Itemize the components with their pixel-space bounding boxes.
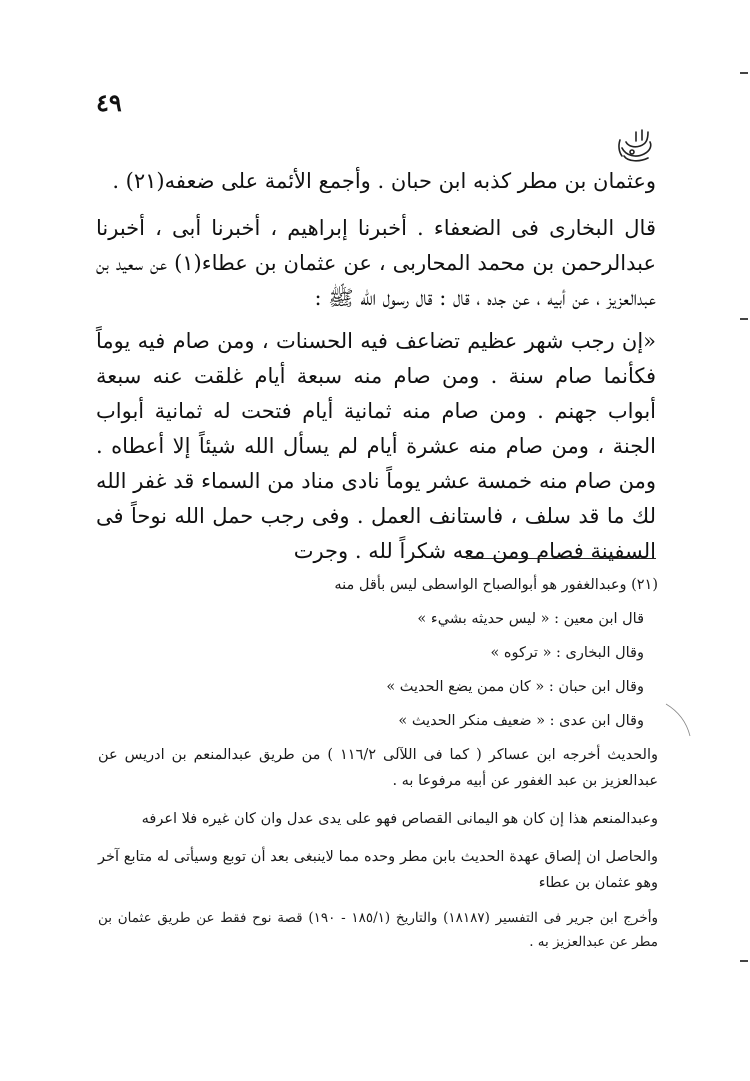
salawat-seal-icon [614, 126, 658, 166]
page-edge-mark [740, 72, 748, 74]
footnote-divider [466, 558, 656, 559]
footnote-line: (٢١) وعبدالغفور هو أبوالصباح الواسطى ليس بأقل منه [334, 577, 658, 593]
main-text [96, 164, 656, 569]
paragraph-hadith: «إن رجب شهر عظيم تضاعف فيه الحسنات ، ومن صام فيه يوماً فكأنما صام سنة . ومن صام منه سبعة أيام غلقت عنه سبعة أبواب جهنم . ومن صام منه ثمانية أيام فتحت له ثمانية أبواب الجنة ، ومن صام منه عشرة أيام لم يسأل الله شيئاً إلا أعطاه . ومن صام منه خمسة عشر يوماً نادى مناد من السماء قد غفر الله لك ما قد سلف ، فاستانف العمل . وفى رجب حمل الله نوحاً فى السفينة فصام ومن معه شكراً لله . وجرت [96, 329, 657, 563]
footnote-paragraph: وأخرج ابن جرير فى التفسير (١٨١٨٧) والتاريخ (١٨٥/١ - ١٩٠) قصة نوح فقط عن طريق عثمان بن مطر عن عبدالعزيز به . [98, 910, 658, 950]
page-edge-mark [740, 960, 748, 962]
footnote-paragraph: والحديث أخرجه ابن عساكر ( كما فى اللآلى ١١٦/٢ ) من طريق عبدالمنعم بن ادريس عن عبدالعزيز بن عبد الغفور عن أبيه مرفوعا به . [98, 747, 659, 789]
footnotes [98, 568, 658, 954]
footnote-line: وقال ابن حبان : « كان ممن يضع الحديث » [386, 679, 644, 695]
footnote-line: قال ابن معين : « ليس حديثه بشيء » [417, 611, 644, 627]
salawat-seal [614, 126, 658, 166]
page-edge-mark [740, 318, 748, 320]
footnote-paragraph: وعبدالمنعم هذا إن كان هو اليمانى القصاص فهو على يدى عدل وان كان غيره فلا اعرفه [141, 811, 658, 827]
footnote-line: وقال البخارى : « تركوه » [490, 645, 644, 661]
paragraph-isnad: قال البخارى فى الضعفاء . أخبرنا إبراهيم ، أخبرنا أبى ، أخبرنا عبدالرحمن بن محمد المحاربى ، عن عثمان بن عطاء(١) عن سعيد بن عبدالعزيز ، عن أبيه ، عن جده ، قال : قال رسول الله ﷺ : [96, 216, 656, 310]
scan-artifact [664, 700, 694, 740]
paragraph-uthman: وعثمان بن مطر كذبه ابن حبان . وأجمع الأئمة على ضعفه(٢١) . [112, 169, 656, 193]
footnote-line: وقال ابن عدى : « ضعيف منكر الحديث » [398, 713, 644, 729]
page-number: ٤٩ [96, 88, 122, 117]
footnote-paragraph: والحاصل ان إلصاق عهدة الحديث بابن مطر وحده مما لاينبغى بعد أن توبع وسيأتى له متابع آخر وهو عثمان بن عطاء [98, 849, 658, 891]
